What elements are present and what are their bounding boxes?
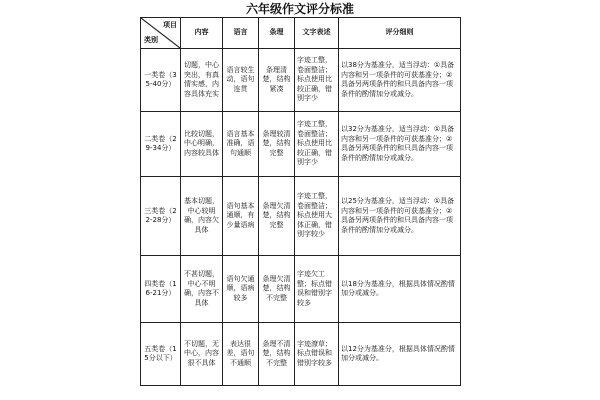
writing-cell: 字迹工整，卷面整洁；标点使用比较正确，错别字少 bbox=[295, 112, 339, 177]
rules-cell: 以18分为基准分，根据具体情况酌情加分或减分。 bbox=[339, 256, 461, 323]
structure-cell: 条理欠清楚，结构不完整 bbox=[259, 256, 295, 323]
content-cell: 比较切题，中心明确，内容较具体 bbox=[181, 112, 223, 177]
content-cell: 不切题，无中心，内容很不具体 bbox=[181, 323, 223, 386]
rules-cell: 以25分为基准分，适当浮动：①具备内容和另一项条件的可获基准分；②具备另两项条件的和只具备内容一项条件的酌情加分或减分。 bbox=[339, 177, 461, 256]
language-cell: 表达很差，语句不通顺 bbox=[223, 323, 259, 386]
writing-cell: 字迹工整，卷面整洁；标点使用比较正确，错别字少 bbox=[295, 49, 339, 112]
table-row bbox=[141, 49, 461, 112]
table-row bbox=[141, 323, 461, 386]
structure-cell: 条理欠清楚，结构完整 bbox=[259, 177, 295, 256]
page-title: 六年级作文评分标准 bbox=[245, 2, 354, 16]
writing-cell: 字迹潦草；标点错误和错别字较多 bbox=[295, 323, 339, 386]
table-row bbox=[141, 256, 461, 323]
corner-header-cell bbox=[141, 18, 181, 49]
category-cell: 二类卷（29-34分） bbox=[141, 112, 181, 177]
structure-cell: 条理较清楚，结构完整 bbox=[259, 112, 295, 177]
header-language: 语言 bbox=[223, 18, 259, 49]
rules-cell: 以12分为基准分，根据具体情况酌情加分或减分。 bbox=[339, 323, 461, 386]
header-content: 内容 bbox=[181, 18, 223, 49]
scoring-table bbox=[140, 17, 461, 386]
category-cell: 五类卷（15分以下） bbox=[141, 323, 181, 386]
header-structure: 条理 bbox=[259, 18, 295, 49]
content-cell: 基本切题，中心较明确，内容欠具体 bbox=[181, 177, 223, 256]
header-rules: 评分细则 bbox=[339, 18, 461, 49]
content-cell: 切题，中心突出，有真情实感，内容具体充实 bbox=[181, 49, 223, 112]
rules-cell: 以38分为基准分，适当浮动：①具备内容和另一项条件的可获基准分；②具备另两项条件的和只具备内容一项条件的酌情加分或减分。 bbox=[339, 49, 461, 112]
language-cell: 语句欠通顺，语病较多 bbox=[223, 256, 259, 323]
table-row bbox=[141, 177, 461, 256]
header-row bbox=[141, 18, 461, 49]
structure-cell: 条理不清楚，结构不完整 bbox=[259, 323, 295, 386]
language-cell: 语言基本准确，语句通顺 bbox=[223, 112, 259, 177]
language-cell: 语句基本通顺，有少量语病 bbox=[223, 177, 259, 256]
category-cell: 一类卷（35-40分） bbox=[141, 49, 181, 112]
corner-item-label: 项目 bbox=[163, 21, 177, 29]
category-cell: 四类卷（16-21分） bbox=[141, 256, 181, 323]
language-cell: 语言较生动，语句连贯 bbox=[223, 49, 259, 112]
structure-cell: 条理清楚，结构紧凑 bbox=[259, 49, 295, 112]
writing-cell: 字迹工整，卷面整洁；标点使用大体正确，错别字较少 bbox=[295, 177, 339, 256]
writing-cell: 字迹欠工整；标点错误和错别字较多 bbox=[295, 256, 339, 323]
rules-cell: 以32分为基准分，适当浮动：①具备内容和另一项条件的可获基准分；②具备另两项条件的和只具备内容一项条件的酌情加分或减分。 bbox=[339, 112, 461, 177]
header-writing: 文字表述 bbox=[295, 18, 339, 49]
corner-category-label: 类别 bbox=[144, 35, 158, 44]
category-cell: 三类卷（22-28分） bbox=[141, 177, 181, 256]
table-row bbox=[141, 112, 461, 177]
content-cell: 不甚切题，中心不明确，内容不具体 bbox=[181, 256, 223, 323]
